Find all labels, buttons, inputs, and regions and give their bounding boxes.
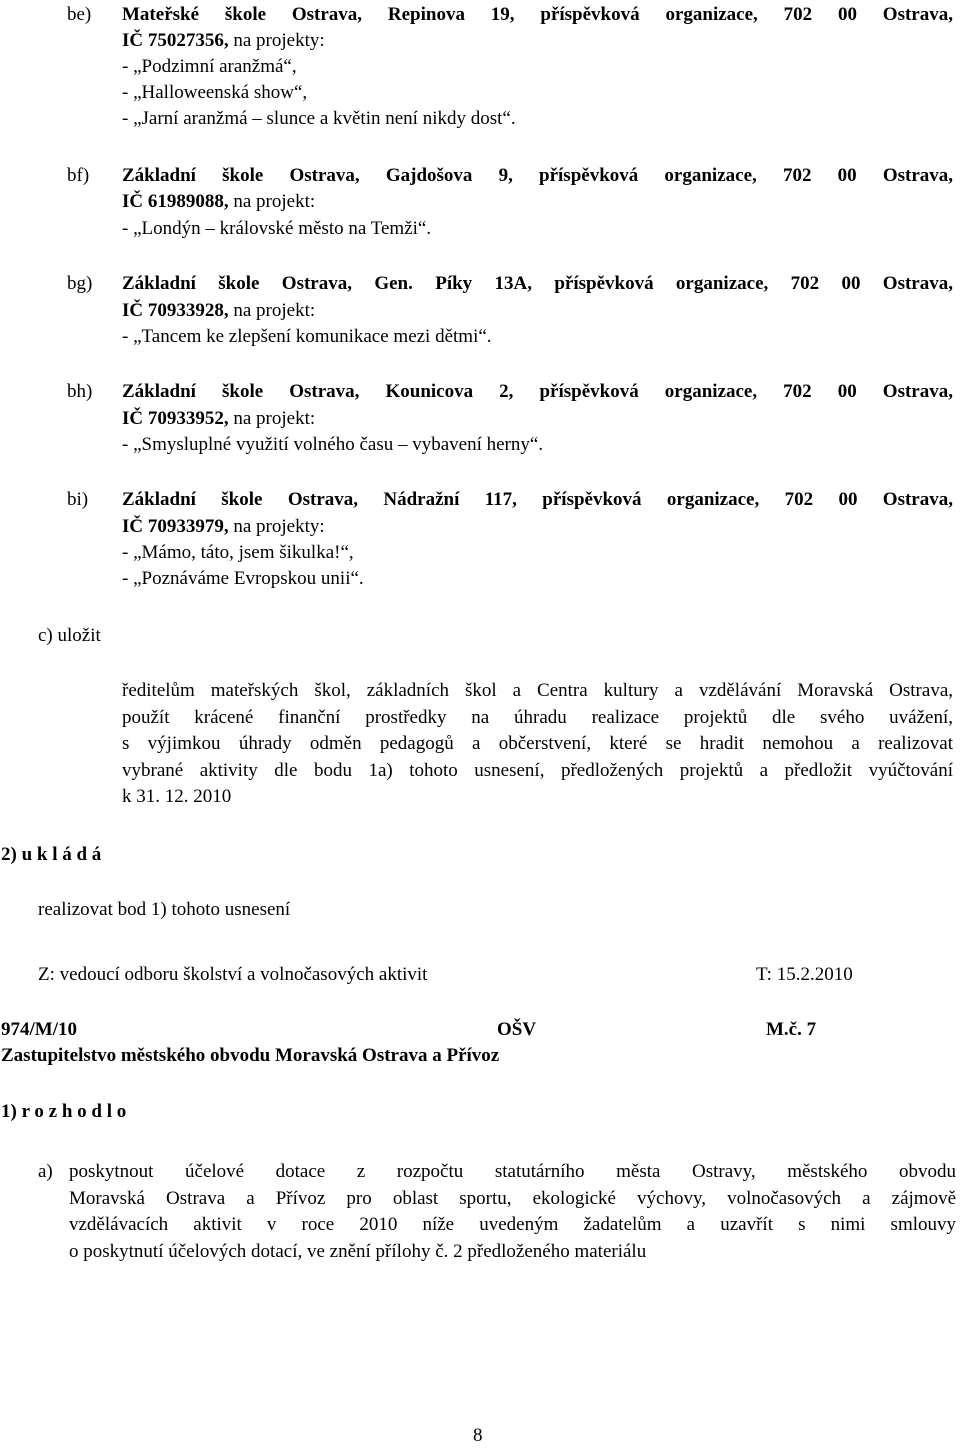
section-c-text <box>122 678 953 811</box>
project-item: - „Londýn – královské město na Temži“. <box>122 218 432 239</box>
entry-intro: na projekt: <box>228 300 316 321</box>
entry-org: Mateřské škole Ostrava, Repinova 19, příspěvková organizace, 702 00 Ostrava, <box>122 4 953 25</box>
decision-heading: 1) r o z h o d l o <box>1 1101 127 1122</box>
resolution-body: Zastupitelstvo městského obvodu Moravská Ostrava a Přívoz <box>1 1045 500 1066</box>
section-c-label: c) uložit <box>38 625 101 646</box>
entry-ic-line <box>122 298 315 324</box>
entry-label: be) <box>67 4 92 25</box>
decision-a-label: a) <box>38 1161 53 1182</box>
section-2-text: realizovat bod 1) tohoto usnesení <box>38 899 291 920</box>
paragraph-line: Moravská Ostrava a Přívoz pro oblast sportu, ekologické výchovy, volnočasových a zájmově <box>69 1187 956 1209</box>
entry-intro: na projekty: <box>228 516 325 537</box>
entry-label: bi) <box>67 489 89 510</box>
project-item: - „Smysluplné využití volného času – vybavení herny“. <box>122 434 544 455</box>
entry-intro: na projekt: <box>228 191 316 212</box>
project-item: - „Poznáváme Evropskou unii“. <box>122 568 364 589</box>
project-item: - „Halloweenská show“, <box>122 82 308 103</box>
project-item: - „Jarní aranžmá – slunce a květin není nikdy dost“. <box>122 108 516 129</box>
entry-ic: IČ 70933928, <box>122 300 229 321</box>
project-item: - „Mámo, táto, jsem šikulka!“, <box>122 542 354 563</box>
entry-org: Základní škole Ostrava, Gajdošova 9, příspěvková organizace, 702 00 Ostrava, <box>122 165 953 186</box>
paragraph-line: k 31. 12. 2010 <box>122 786 232 807</box>
resolution-item: M.č. 7 <box>766 1019 817 1040</box>
project-item: - „Tancem ke zlepšení komunikace mezi dětmi“. <box>122 326 492 347</box>
resolution-dept: OŠV <box>497 1019 537 1040</box>
section-2-heading: 2) u k l á d á <box>1 844 102 865</box>
entry-intro: na projekty: <box>228 30 325 51</box>
entry-org: Základní škole Ostrava, Nádražní 117, příspěvková organizace, 702 00 Ostrava, <box>122 489 953 510</box>
entry-ic-line <box>122 514 325 540</box>
entry-ic-line <box>122 406 315 432</box>
paragraph-line: vybrané aktivity dle bodu 1a) tohoto usnesení, předložených projektů a předložit vyúčtování <box>122 759 953 781</box>
entry-intro: na projekt: <box>228 408 316 429</box>
entry-label: bh) <box>67 381 93 402</box>
entry-ic-line <box>122 28 325 54</box>
decision-a-text <box>69 1159 956 1265</box>
entry-ic-line <box>122 189 315 215</box>
paragraph-line: poskytnout účelové dotace z rozpočtu statutárního města Ostravy, městského obvodu <box>69 1161 956 1182</box>
entry-label: bf) <box>67 165 90 186</box>
entry-ic: IČ 70933979, <box>122 516 229 537</box>
entry-org: Základní škole Ostrava, Gen. Píky 13A, příspěvková organizace, 702 00 Ostrava, <box>122 273 953 294</box>
entry-ic: IČ 61989088, <box>122 191 229 212</box>
paragraph-line: s výjimkou úhrady odměn pedagogů a občerstvení, které se hradit nemohou a realizovat <box>122 733 953 754</box>
entry-org: Základní škole Ostrava, Kounicova 2, příspěvková organizace, 702 00 Ostrava, <box>122 381 953 402</box>
paragraph-line: ředitelům mateřských škol, základních škol a Centra kultury a vzdělávání Moravská Ostrava, <box>122 680 953 701</box>
page-number: 8 <box>473 1425 483 1446</box>
entry-label: bg) <box>67 273 93 294</box>
paragraph-line: o poskytnutí účelových dotací, ve znění přílohy č. 2 předloženého materiálu <box>69 1240 647 1262</box>
entry-ic: IČ 70933952, <box>122 408 229 429</box>
paragraph-line: vzdělávacích aktivit v roce 2010 níže uvedeným žadatelům a uzavřít s nimi smlouvy <box>69 1214 956 1235</box>
entry-ic: IČ 75027356, <box>122 30 229 51</box>
resolution-number: 974/M/10 <box>1 1019 77 1040</box>
paragraph-line: použít krácené finanční prostředky na úhradu realizace projektů dle svého uvážení, <box>122 706 953 728</box>
deadline: T: 15.2.2010 <box>756 964 853 985</box>
responsible-person: Z: vedoucí odboru školství a volnočasových aktivit <box>38 964 428 985</box>
project-item: - „Podzimní aranžmá“, <box>122 56 297 77</box>
